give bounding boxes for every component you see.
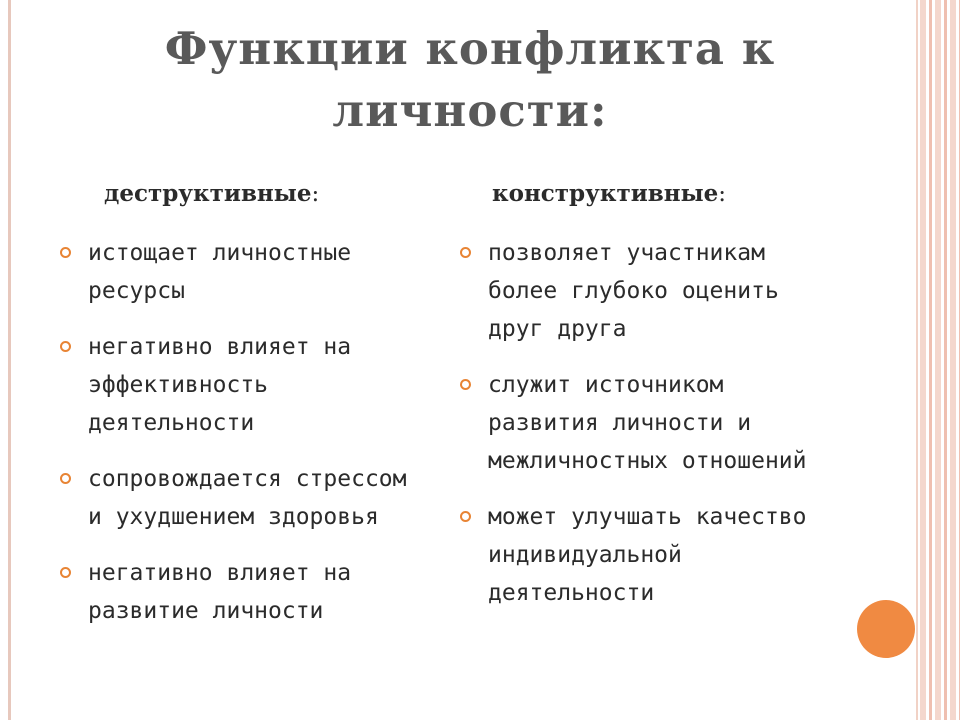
bullet-circle-icon xyxy=(60,567,71,578)
list-item-text: негативно влияет на развитие личности xyxy=(88,560,352,624)
list-item-text: истощает личностные ресурсы xyxy=(88,240,352,304)
constructive-heading-colon: : xyxy=(718,181,727,207)
destructive-heading-colon: : xyxy=(311,181,320,207)
bullet-circle-icon xyxy=(460,379,471,390)
list-item-text: негативно влияет на эффективность деятельности xyxy=(88,334,352,436)
list-item xyxy=(458,234,838,348)
right-border-line xyxy=(916,0,918,720)
constructive-list xyxy=(458,234,838,630)
list-item-text: позволяет участникам более глубоко оценить друг друга xyxy=(488,240,779,342)
bullet-circle-icon xyxy=(460,511,471,522)
slide-title-line-1: Функции конфликта к xyxy=(164,22,776,75)
right-decorative-stripes xyxy=(920,0,960,720)
constructive-heading xyxy=(492,180,726,207)
list-item xyxy=(458,366,838,480)
list-item-text: сопровождается стрессом и ухудшением здоровья xyxy=(88,466,407,530)
list-item-text: служит источником развития личности и межличностных отношений xyxy=(488,372,807,474)
list-item xyxy=(458,498,838,612)
bullet-circle-icon xyxy=(60,247,71,258)
bullet-circle-icon xyxy=(460,247,471,258)
slide-title xyxy=(60,18,880,142)
decorative-orange-circle xyxy=(857,600,915,658)
bullet-circle-icon xyxy=(60,341,71,352)
slide-title-line-2: личности: xyxy=(332,84,608,137)
list-item xyxy=(58,234,418,310)
destructive-heading xyxy=(104,180,319,207)
list-item xyxy=(58,328,418,442)
destructive-list xyxy=(58,234,418,648)
bullet-circle-icon xyxy=(60,473,71,484)
destructive-heading-text: деструктивные xyxy=(104,180,312,207)
slide-left-border xyxy=(8,0,11,720)
list-item xyxy=(58,460,418,536)
list-item-text: может улучшать качество индивидуальной деятельности xyxy=(488,504,807,606)
constructive-heading-text: конструктивные xyxy=(492,180,719,207)
list-item xyxy=(58,554,418,630)
